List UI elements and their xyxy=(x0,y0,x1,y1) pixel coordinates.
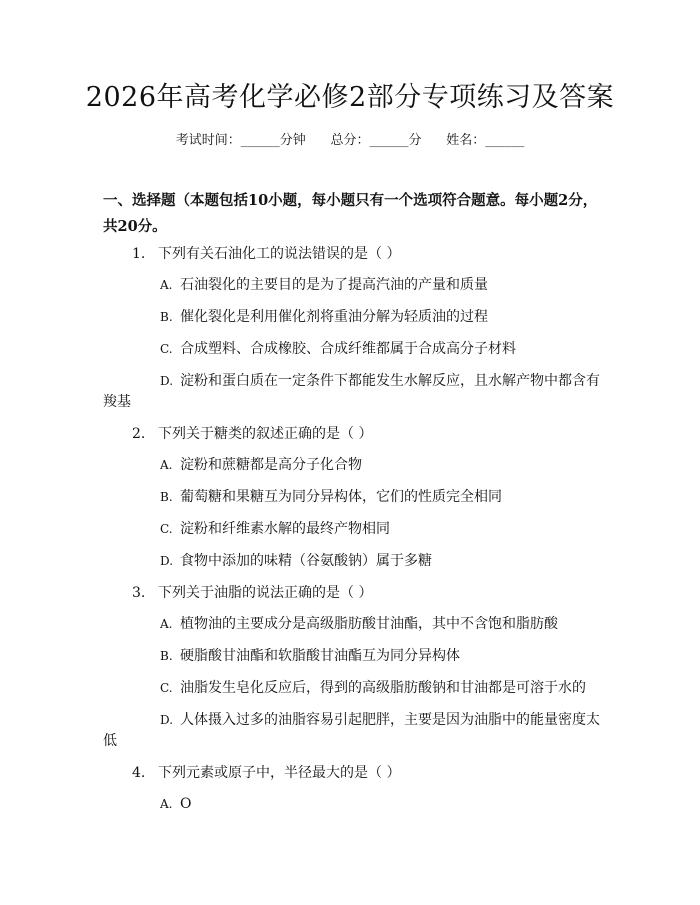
option-3a xyxy=(160,614,600,634)
option-2d xyxy=(160,551,600,571)
option-text: O xyxy=(180,796,192,812)
option-2a xyxy=(160,455,600,475)
option-text: 食物中添加的味精（谷氨酸钠）属于多糖 xyxy=(180,553,432,569)
question-number: 3. xyxy=(132,585,146,601)
option-letter: A. xyxy=(160,278,173,292)
option-3d xyxy=(160,710,600,730)
option-text: 硬脂酸甘油酯和软脂酸甘油酯互为同分异构体 xyxy=(180,648,460,664)
option-text: 合成塑料、合成橡胶、合成纤维都属于合成高分子材料 xyxy=(180,341,516,357)
option-letter: A. xyxy=(160,617,173,631)
option-letter: B. xyxy=(160,490,173,504)
option-letter: B. xyxy=(160,649,173,663)
option-text: 油脂发生皂化反应后，得到的高级脂肪酸钠和甘油都是可溶于水的 xyxy=(180,680,586,696)
question-number: 4. xyxy=(132,765,146,781)
question-stem: 下列关于油脂的说法正确的是（ ） xyxy=(158,585,373,601)
question-3 xyxy=(132,583,602,603)
option-1d xyxy=(160,371,600,391)
option-letter: C. xyxy=(160,342,173,356)
option-letter: C. xyxy=(160,681,173,695)
option-text: 催化裂化是利用催化剂将重油分解为轻质油的过程 xyxy=(180,309,488,325)
option-letter: B. xyxy=(160,310,173,324)
option-letter: A. xyxy=(160,797,173,811)
option-2b xyxy=(160,487,600,507)
option-letter: C. xyxy=(160,522,173,536)
option-2c xyxy=(160,519,600,539)
question-stem: 下列元素或原子中，半径最大的是（ ） xyxy=(158,765,401,781)
option-text: 石油裂化的主要目的是为了提高汽油的产量和质量 xyxy=(180,277,488,293)
option-letter: A. xyxy=(160,458,173,472)
question-2 xyxy=(132,424,602,444)
section-heading: 一、选择题（本题包括10小题，每小题只有一个选项符合题意。每小题2分，共20分。 xyxy=(103,192,598,235)
option-letter: D. xyxy=(160,554,174,568)
option-1a xyxy=(160,275,600,295)
option-3b xyxy=(160,646,600,666)
question-number: 1. xyxy=(132,246,146,262)
option-letter: D. xyxy=(160,374,174,388)
option-text: 人体摄入过多的油脂容易引起肥胖，主要是因为油脂中的能量密度太 xyxy=(180,712,600,728)
exam-meta-line: 考试时间：______分钟 总分：______分 姓名：______ xyxy=(175,133,525,148)
option-1b xyxy=(160,307,600,327)
option-text: 葡萄糖和果糖互为同分异构体，它们的性质完全相同 xyxy=(180,489,502,505)
question-stem: 下列关于糖类的叙述正确的是（ ） xyxy=(158,426,373,442)
option-3c xyxy=(160,678,600,698)
option-1d-continuation: 羧基 xyxy=(103,394,131,410)
page-title: 2026年高考化学必修2部分专项练习及答案 xyxy=(85,82,615,113)
question-4 xyxy=(132,763,602,783)
option-text: 植物油的主要成分是高级脂肪酸甘油酯，其中不含饱和脂肪酸 xyxy=(180,616,558,632)
question-stem: 下列有关石油化工的说法错误的是（ ） xyxy=(158,246,401,262)
option-text: 淀粉和蛋白质在一定条件下都能发生水解反应，且水解产物中都含有 xyxy=(180,373,600,389)
option-3d-continuation: 低 xyxy=(103,733,117,749)
option-letter: D. xyxy=(160,713,174,727)
option-1c xyxy=(160,339,600,359)
option-text: 淀粉和蔗糖都是高分子化合物 xyxy=(180,457,362,473)
option-4a xyxy=(160,794,600,814)
question-number: 2. xyxy=(132,426,146,442)
question-1 xyxy=(132,244,602,264)
option-text: 淀粉和纤维素水解的最终产物相同 xyxy=(180,521,390,537)
